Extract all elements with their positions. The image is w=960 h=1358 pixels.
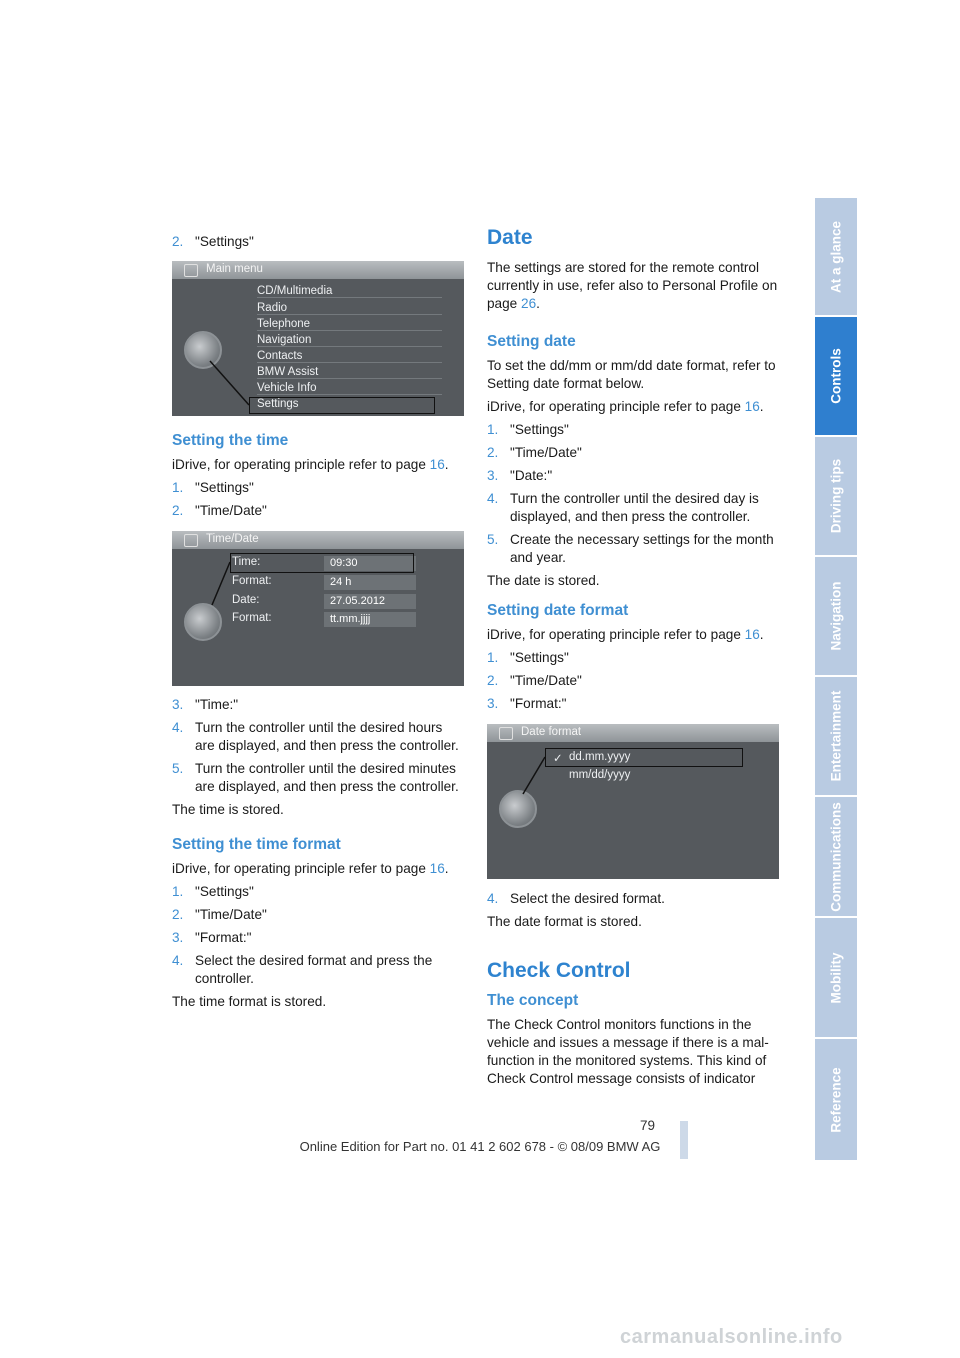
step-text: Select the desired format and press the controller. xyxy=(195,953,433,986)
step-number: 3. xyxy=(172,697,184,712)
list-item xyxy=(172,233,465,251)
setting-time-steps xyxy=(172,696,465,824)
tab-communications[interactable] xyxy=(815,797,857,918)
intro-text: iDrive, for operating principle refer to page xyxy=(487,627,745,642)
screen-title: Time/Date xyxy=(206,533,259,545)
pointer-line xyxy=(487,724,779,879)
date-format-option: dd.mm.yyyy xyxy=(569,751,631,763)
intro-text: iDrive, for operating principle refer to page xyxy=(172,457,430,472)
menu-item: Contacts xyxy=(257,350,442,363)
page-link[interactable]: 26 xyxy=(521,296,537,311)
menu-item: Vehicle Info xyxy=(257,382,442,395)
section-heading: Setting date format xyxy=(487,602,629,619)
main-menu-screenshot xyxy=(172,261,464,416)
tab-entertainment[interactable] xyxy=(815,677,857,797)
check-icon: ✓ xyxy=(553,753,563,765)
watermark: carmanualsonline.info xyxy=(620,1326,843,1348)
screen-title: Main menu xyxy=(206,263,263,275)
list-item xyxy=(172,883,465,901)
date-text-end: . xyxy=(536,296,540,311)
step-text: Turn the controller until the desired minutes are displayed, and then press the controller. xyxy=(195,761,459,794)
step-text: Create the necessary settings for the month and year. xyxy=(510,532,774,565)
step-number: 4. xyxy=(172,720,184,735)
step-text: "Time:" xyxy=(195,697,239,712)
list-item xyxy=(487,672,780,690)
setting-time-section xyxy=(172,432,465,525)
page-number: 79 xyxy=(640,1118,656,1133)
paragraph: The Check Control monitors functions in the vehicle and issues a message if there is a mal-function in the monitored systems. This kind of Check Control message consists of indicator xyxy=(487,1017,769,1086)
tab-label: Reference xyxy=(828,1066,844,1133)
step-text: "Format:" xyxy=(195,930,252,945)
intro-text: iDrive, for operating principle refer to page xyxy=(487,399,745,414)
paragraph: iDrive, for operating principle refer to page 16. xyxy=(487,399,764,414)
menu-item: CD/Multimedia xyxy=(257,285,442,298)
list-item xyxy=(172,760,465,796)
setting-label: Date: xyxy=(232,594,260,606)
tab-label: Mobility xyxy=(828,952,844,1003)
list-item xyxy=(172,502,465,520)
section-heading: The concept xyxy=(487,992,579,1009)
page-link[interactable]: 16 xyxy=(744,399,760,414)
page-link[interactable]: 16 xyxy=(429,457,445,472)
step-text: "Time/Date" xyxy=(510,445,582,460)
list-item xyxy=(172,696,465,714)
step-number: 2. xyxy=(487,445,499,460)
page-link[interactable]: 16 xyxy=(429,861,445,876)
date-format-steps xyxy=(487,890,780,936)
list-item xyxy=(487,649,780,667)
paragraph: iDrive, for operating principle refer to page 16. xyxy=(487,627,764,642)
step-number: 3. xyxy=(172,930,184,945)
result-text: The time is stored. xyxy=(172,802,284,817)
page-marker xyxy=(680,1121,688,1159)
step-number: 2. xyxy=(172,503,184,518)
tab-label: Controls xyxy=(828,348,844,404)
step-text: "Settings" xyxy=(195,884,254,899)
step-text: "Time/Date" xyxy=(195,907,267,922)
setting-date-format-section xyxy=(487,602,780,718)
step-text: "Format:" xyxy=(510,696,567,711)
list-item xyxy=(487,444,780,462)
tab-label: Navigation xyxy=(828,581,844,651)
tab-label: Driving tips xyxy=(828,458,844,534)
paragraph: iDrive, for operating principle refer to page 16. xyxy=(172,457,449,472)
section-title: Check Control xyxy=(487,959,631,982)
menu-item: Settings xyxy=(257,398,299,410)
step-number: 1. xyxy=(487,422,499,437)
date-format-screenshot xyxy=(487,724,779,879)
step-text: "Settings" xyxy=(510,650,569,665)
time-date-screenshot xyxy=(172,531,464,686)
section-heading: Setting date xyxy=(487,333,576,350)
list-item xyxy=(487,531,780,567)
paragraph: To set the dd/mm or mm/dd date format, refer to Setting date format below. xyxy=(487,358,776,391)
setting-label: Format: xyxy=(232,612,272,624)
step-text: Turn the controller until the desired day is displayed, and then press the controller. xyxy=(510,491,759,524)
page-link[interactable]: 16 xyxy=(744,627,760,642)
list-item xyxy=(172,929,465,947)
date-section xyxy=(487,226,780,318)
tab-label: Communications xyxy=(828,801,844,912)
setting-time-format-section xyxy=(172,836,465,1016)
step-number: 2. xyxy=(487,673,499,688)
section-heading: Setting the time xyxy=(172,432,289,449)
setting-value: tt.mm.jjjj xyxy=(324,612,416,627)
step-number: 4. xyxy=(487,891,499,906)
date-format-option: mm/dd/yyyy xyxy=(569,769,631,781)
step-number: 3. xyxy=(487,696,499,711)
paragraph: iDrive, for operating principle refer to page 16. xyxy=(172,861,449,876)
pointer-line xyxy=(172,531,464,686)
section-heading: Setting the time format xyxy=(172,836,341,853)
step-text: "Date:" xyxy=(510,468,553,483)
list-item xyxy=(487,890,780,908)
tab-reference[interactable] xyxy=(815,1039,857,1162)
setting-value: 24 h xyxy=(324,575,416,590)
step-text: Select the desired format. xyxy=(510,891,665,906)
step-text: "Settings" xyxy=(195,480,254,495)
list-item xyxy=(487,421,780,439)
menu-item: BMW Assist xyxy=(257,366,442,379)
step-number: 3. xyxy=(487,468,499,483)
step-text: "Settings" xyxy=(510,422,569,437)
left-column xyxy=(172,233,465,256)
result-text: The date is stored. xyxy=(487,573,600,588)
step-number: 5. xyxy=(487,532,499,547)
step-text: "Time/Date" xyxy=(510,673,582,688)
tab-navigation[interactable] xyxy=(815,557,857,677)
menu-item: Radio xyxy=(257,302,442,315)
date-text: The settings are stored for the remote control currently in use, refer also to Personal Profile on page xyxy=(487,260,778,311)
list-item xyxy=(172,952,465,988)
check-control-section xyxy=(487,959,780,1093)
list-item xyxy=(172,719,465,755)
tab-driving-tips[interactable] xyxy=(815,437,857,557)
step-number: 1. xyxy=(487,650,499,665)
tab-at-a-glance[interactable] xyxy=(815,198,857,317)
step-number: 5. xyxy=(172,761,184,776)
setting-label: Time: xyxy=(232,556,261,568)
step-number: 1. xyxy=(172,480,184,495)
setting-label: Format: xyxy=(232,575,272,587)
result-text: The date format is stored. xyxy=(487,914,642,929)
list-item xyxy=(172,479,465,497)
intro-text: iDrive, for operating principle refer to page xyxy=(172,861,430,876)
list-item xyxy=(487,467,780,485)
setting-value: 27.05.2012 xyxy=(324,594,416,609)
section-title: Date xyxy=(487,226,533,249)
step-number: 2. xyxy=(172,234,184,249)
paragraph xyxy=(487,259,780,313)
result-text: The time format is stored. xyxy=(172,994,327,1009)
edition-text: Online Edition for Part no. 01 41 2 602 678 - © 08/09 BMW AG xyxy=(299,1139,661,1154)
tab-label: Entertainment xyxy=(828,690,844,782)
step-number: 4. xyxy=(172,953,184,968)
setting-value: 09:30 xyxy=(324,556,416,571)
step-text: Turn the controller until the desired hours are displayed, and then press the controller. xyxy=(195,720,459,753)
tab-mobility[interactable] xyxy=(815,918,857,1039)
list-item xyxy=(487,490,780,526)
tab-label: At a glance xyxy=(828,220,844,293)
list-item xyxy=(487,695,780,713)
step-number: 2. xyxy=(172,907,184,922)
step-number: 1. xyxy=(172,884,184,899)
menu-item: Navigation xyxy=(257,334,442,347)
pointer-line xyxy=(172,261,464,416)
menu-item: Telephone xyxy=(257,318,442,331)
screen-title: Date format xyxy=(521,726,582,738)
step-text: "Time/Date" xyxy=(195,503,267,518)
step-text: "Settings" xyxy=(195,234,254,249)
list-item xyxy=(172,906,465,924)
tab-controls[interactable] xyxy=(815,317,857,437)
setting-date-section xyxy=(487,333,780,595)
step-number: 4. xyxy=(487,491,499,506)
